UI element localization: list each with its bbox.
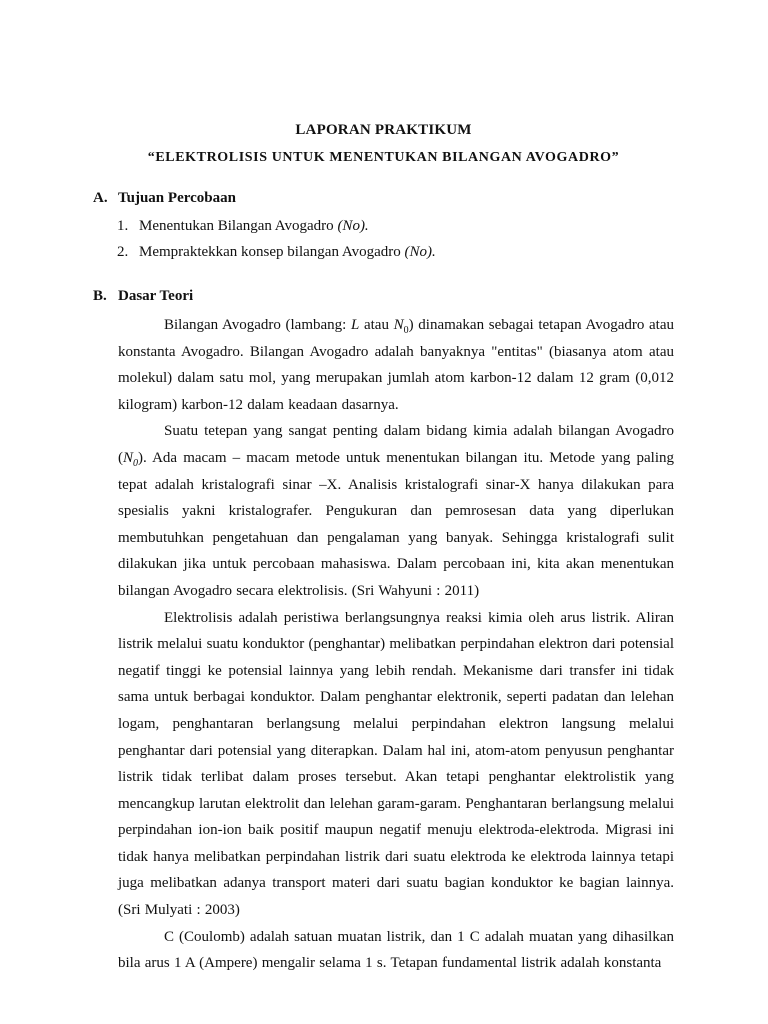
objectives-list bbox=[93, 214, 674, 264]
p1-text-b: atau bbox=[359, 317, 394, 333]
p2-symbol-N: N bbox=[123, 449, 134, 466]
section-a-heading bbox=[93, 186, 674, 210]
title-block bbox=[93, 0, 674, 170]
p1-text-a: Bilangan Avogadro (lambang: bbox=[164, 317, 351, 333]
paragraph-4: C (Coulomb) adalah satuan muatan listrik, dan 1 C adalah muatan yang dihasilkan bila arus 1 A (Ampere) mengalir selama 1 s. Tetapan fundamental listrik adalah konstanta bbox=[118, 928, 674, 972]
section-a-title: Tujuan Percobaan bbox=[118, 190, 236, 206]
p2-text-a: Suatu tetepan yang sangat penting dalam bidang kimia adalah bilangan Avogadro ( bbox=[118, 423, 674, 466]
list-number: 1. bbox=[117, 218, 129, 234]
p1-symbol-N: N bbox=[393, 317, 404, 333]
list-italic: (No). bbox=[404, 244, 436, 260]
p1-subscript: 0 bbox=[403, 325, 409, 336]
list-item bbox=[117, 240, 674, 264]
list-item bbox=[117, 214, 674, 238]
p2-subscript: 0 bbox=[133, 457, 139, 469]
section-b-letter: B. bbox=[93, 288, 107, 304]
report-title: LAPORAN PRAKTIKUM bbox=[295, 122, 472, 138]
section-b-title: Dasar Teori bbox=[118, 288, 194, 304]
p1-symbol-L: L bbox=[350, 317, 360, 333]
section-a-letter: A. bbox=[93, 190, 108, 206]
list-text: Mempraktekkan konsep bilangan Avogadro bbox=[139, 244, 405, 260]
p2-text-b: ). Ada macam – macam metode untuk menentukan bilangan itu. Metode yang paling tepat adalah kristalografi sinar –X. Analisis kristalografi sinar-X hanya dilakukan para spesialis yakni kristalografer. Pengukuran dan pemrosesan data yang diperlukan membutuhkan pengetahuan dan pengalaman yang banyak. Sehingga kristalografi sulit dilakukan jika untuk percobaan mahasiswa. Dalam percobaan ini, kita akan menentukan bilangan Avogadro secara elektrolisis. (Sri Wahyuni : 2011) bbox=[118, 449, 674, 599]
list-italic: (No). bbox=[337, 218, 369, 234]
paragraph-3: Elektrolisis adalah peristiwa berlangsungnya reaksi kimia oleh arus listrik. Aliran listrik melalui suatu konduktor (penghantar) melibatkan perpindahan elektron dari potensial negatif tinggi ke potensial lainnya yang lebih rendah. Mekanisme dari transfer ini tidak sama untuk berbagai konduktor. Dalam penghantar elektronik, seperti padatan dan lelehan logam, penghantaran berlangsung melalui perpindahan elektron langsung melalui penghantar dari potensial yang diterapkan. Dalam hal ini, atom-atom penyusun penghantar listrik tidak terlibat dalam proses tersebut. Akan tetapi penghantar elektrolistik yang mencangkup larutan elektrolit dan lelehan garam-garam. Penghantaran berlangsung melalui perpindahan ion-ion baik positif maupun negatif menuju elektroda-elektroda. Migrasi ini tidak hanya melibatkan perpindahan listrik dari suatu elektroda ke elektroda lainnya tetapi juga melibatkan adanya transport materi dari suatu bagian konduktor ke bagian lainnya. (Sri Mulyati : 2003) bbox=[118, 609, 674, 919]
paragraph-1 bbox=[93, 312, 674, 418]
paragraph-2 bbox=[93, 418, 674, 604]
theory-body bbox=[93, 312, 674, 977]
p1-text-c: ) dinamakan sebagai tetapan Avogadro atau konstanta Avogadro. Bilangan Avogadro adalah banyaknya "entitas" (biasanya atom atau molekul) dalam satu mol, yang merupakan jumlah atom karbon-12 dalam 12 gram (0,012 kilogram) karbon-12 dalam keadaan dasarnya. bbox=[118, 317, 674, 413]
section-b-heading bbox=[93, 284, 674, 308]
list-number: 2. bbox=[117, 244, 129, 260]
report-subtitle: “ELEKTROLISIS UNTUK MENENTUKAN BILANGAN AVOGADRO” bbox=[147, 150, 620, 165]
list-text: Menentukan Bilangan Avogadro bbox=[139, 218, 338, 234]
